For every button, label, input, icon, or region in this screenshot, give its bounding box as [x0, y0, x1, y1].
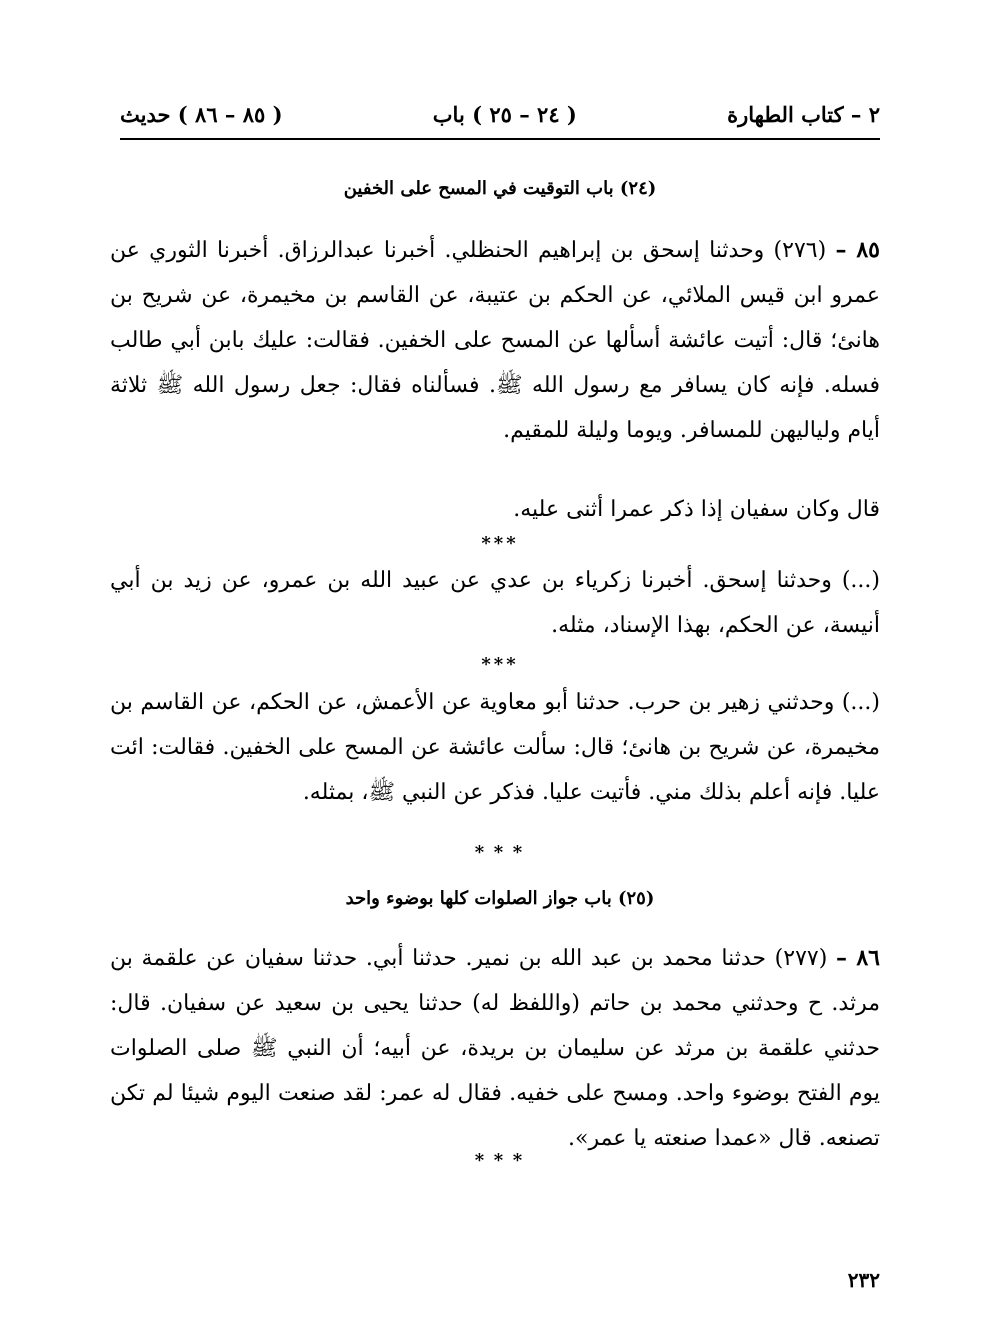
separator-stars: *** — [481, 533, 519, 554]
hadith-85-note: قال وكان سفيان إذا ذكر عمرا أثنى عليه. — [513, 497, 880, 522]
separator-asterism: * * * — [474, 842, 526, 863]
header-book-title: ٢ – كتاب الطهارة — [727, 101, 880, 127]
separator-asterism: * * * — [474, 1150, 526, 1171]
isnad-variant-1: (...) وحدثنا إسحق. أخبرنا زكرياء بن عدي عن عبيد الله بن عمرو، عن زيد بن أبي أنيسة، عن الحكم، بهذا الإسناد، مثله. — [110, 568, 880, 638]
header-hadith-range: ( ٨٥ – ٨٦ ) حديث — [120, 101, 283, 127]
hadith-text: (٢٧٧) حدثنا محمد بن عبد الله بن نمير. حدثنا أبي. حدثنا سفيان عن علقمة بن مرثد. ح وحدثني محمد بن حاتم (واللفظ له) حدثنا يحيى بن سعيد عن سفيان. قال: حدثني علقمة بن مرثد عن سليمان بن بريدة، عن أبيه؛ أن النبي ﷺ صلى الصلوات يوم الفتح بوضوء واحد. ومسح على خفيه. فقال له عمر: لقد صنعت اليوم شيئا لم تكن تصنعه. قال «عمدا صنعته يا عمر». — [110, 946, 880, 1151]
header-chapter-range: ( ٢٤ – ٢٥ ) باب — [432, 101, 577, 127]
chapter-title-24: (٢٤) باب التوقيت في المسح على الخفين — [343, 178, 657, 199]
hadith-text: (٢٧٦) وحدثنا إسحق بن إبراهيم الحنظلي. أخبرنا عبدالرزاق. أخبرنا الثوري عن عمرو ابن قيس الملائي، عن الحكم بن عتيبة، عن القاسم بن مخيمرة، عن شريح بن هانئ؛ قال: أتيت عائشة أسألها عن المسح على الخفين. فقالت: عليك بابن أبي طالب فسله. فإنه كان يسافر مع رسول الله ﷺ. فسألناه فقال: جعل رسول الله ﷺ ثلاثة أيام ولياليهن للمسافر. ويوما وليلة للمقيم. — [110, 238, 880, 443]
header-rule — [120, 138, 880, 140]
hadith-number: ٨٦ – — [836, 945, 880, 971]
isnad-variant-2: (...) وحدثني زهير بن حرب. حدثنا أبو معاوية عن الأعمش، عن الحكم، عن القاسم بن مخيمرة، عن شريح بن هانئ؛ قال: سألت عائشة عن المسح على الخفين. فقالت: ائت عليا. فإنه أعلم بذلك مني. فأتيت عليا. فذكر عن النبي ﷺ، بمثله. — [110, 690, 880, 805]
hadith-85 — [110, 228, 880, 458]
hadith-86 — [110, 936, 880, 1151]
chapter-title-25: (٢٥) باب جواز الصلوات كلها بوضوء واحد — [345, 888, 655, 909]
separator-stars: *** — [481, 654, 519, 675]
page-number: ٢٣٢ — [847, 1268, 880, 1292]
hadith-number: ٨٥ – — [835, 237, 880, 263]
running-head — [120, 96, 880, 132]
